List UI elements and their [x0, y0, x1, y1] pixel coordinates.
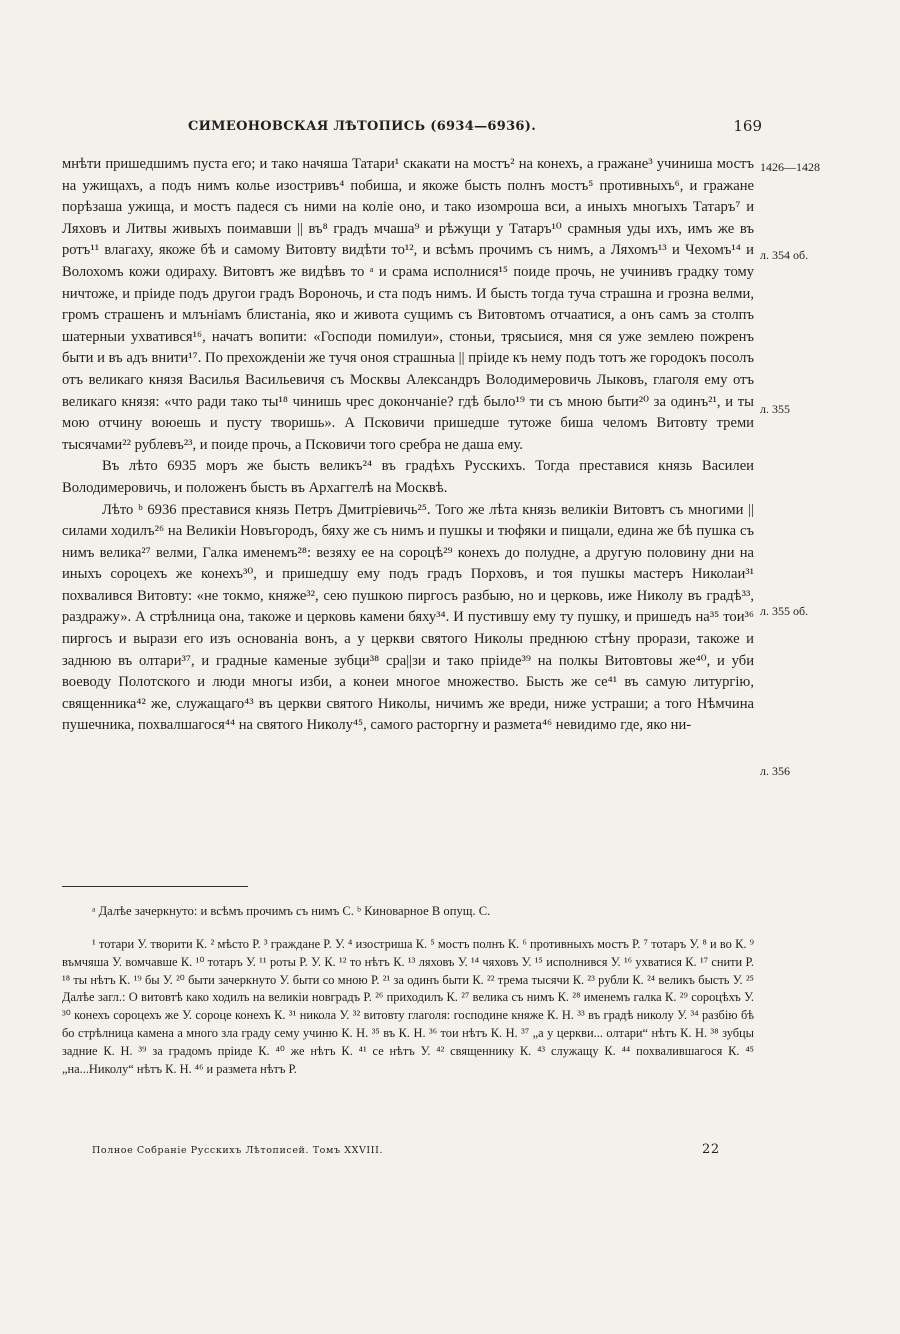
series-title: Полное Собранiе Русскихъ Лѣтописей. Томъ XXVIII.	[92, 1145, 384, 1156]
paragraph: Въ лѣто 6935 моръ же бысть великъ²⁴ въ градѣхъ Русскихъ. Тогда преставися князь Василеи Володимеровичь, и положенъ бысть въ Архаггелѣ на Москвѣ.	[62, 458, 754, 496]
page-number: 169	[733, 117, 762, 135]
letter-footnotes: ᵃ Далѣе зачеркнуто: и всѣмъ прочимъ съ нимъ С. ᵇ Киноварное В опущ. С.	[92, 904, 491, 918]
margin-note: л. 356	[760, 764, 790, 778]
margin-note: л. 354 об.	[760, 248, 809, 262]
running-title: СИМЕОНОВСКАЯ ЛѢТОПИСЬ (6934—6936).	[187, 119, 537, 134]
page-header	[62, 119, 762, 139]
paragraph: Лѣто ᵇ 6936 преставися князь Петръ Дмитрiевичь²⁵. Того же лѣта князь великiи Витовтъ съ многими || силами ходилъ²⁶ на Великiи Новъгородъ, бяху же съ нимъ и пушкы и тюфяки и пищали, едина же бѣ пушка съ нимъ велика²⁷ велми, Галка именемъ²⁸: везяху ее на сороцѣ²⁹ конехъ до полудне, а другую половину дни на иныхъ сороцехъ же конехъ³⁰, и пришедшу ему подъ градъ Порховъ, и тоя пушкы мастеръ Николаи³¹ похвалився Витовту: «не токмо, княже³², сею пушкою пиргосъ разбыю, но и церковь, иже Николу въ градѣ³³, раздражу». А стрѣлница она, такоже и церковь камени бяху³⁴. И пустившу ему ту пушку, и пришедъ на³⁵ тои³⁶ пиргосъ и вырази его изъ основанiа вонъ, а у церкви святого Николы преднюю стѣну прорази, такоже и заднюю въ олтари³⁷, и градные каменые зубци³⁸ сра||зи и тако прiиде³⁹ на полкы Витовтовы же⁴⁰, и уби воеводу Полотского и люди многы изби, а конеи многое множество. Бысть же се⁴¹ въ самую литургiю, священника⁴² же, служащаго⁴³ въ церкви святого Николы, ничимъ же вреди, ниже устраши; а того Нѣмчина пушечника, похвалшагося⁴⁴ на святого Николу⁴⁵, самого расторгну и размета⁴⁶ невидимо где, яко ни-	[62, 501, 754, 734]
variant-footnotes: ¹ тотари У. творити К. ² мѣсто Р. ³ граждане Р. У. ⁴ изостриша К. ⁵ мостъ полнъ К. ⁶ противныхъ мостъ Р. ⁷ тотаръ У. ⁸ и во К. ⁹ въмчяша У. вомчавше К. ¹⁰ тотаръ У. ¹¹ роты Р. У. К. ¹² то нѣтъ К. ¹³ ляховъ У. ¹⁴ чяховъ У. ¹⁵ исполнився У. ¹⁶ ухватися К. ¹⁷ снити Р. ¹⁸ ты нѣтъ К. ¹⁹ бы У. ²⁰ быти зачеркнуто У. быти со мною Р. ²¹ за одинъ быти К. ²² трема тысячи К. ²³ рубли К. ²⁴ великъ бысть У. ²⁵ Далѣе загл.: О витовтѣ како ходилъ на великiи новградъ Р. ²⁶ приходилъ К. ²⁷ велика съ нимъ К. ²⁸ именемъ галка К. ²⁹ сороцѣхъ У. ³⁰ конехъ сороцехъ же У. сороце конехъ К. ³¹ никола У. ³² витовту глаголя: господине княже К. Н. ³³ въ градѣ николу У. ³⁴ разбiю бѣ бо стрѣлница камена а много зла граду сему учиню К. Н. ³⁵ въ К. Н. ³⁶ тои нѣтъ К. Н. ³⁷ „а у церкви... олтари“ нѣтъ К. Н. ³⁸ зубцы задние К. Н. ³⁹ за градомъ прiиде К. ⁴⁰ же нѣтъ К. ⁴¹ се нѣтъ У. ⁴² священнику К. ⁴³ служащу К. ⁴⁴ похвалившагося К. ⁴⁵ „на...Николу“ нѣтъ К. Н. ⁴⁶ и размета нѣтъ Р.	[62, 937, 754, 1076]
footnote-rule	[62, 886, 248, 887]
page-footer	[92, 1142, 732, 1163]
margin-note: 1426—1428	[760, 160, 820, 174]
margin-note: л. 355	[760, 402, 790, 416]
paragraph: мнѣти пришедшимъ пуста его; и тако начяша Татари¹ скакати на мостъ² на конехъ, а гражане³ учиниша мостъ на ужищахъ, а подъ нимъ колье изостривъ⁴ побиша, и якоже бысть полнъ мостъ⁵ противныхъ⁶, и гражане порѣзаша ужища, и мостъ падеся съ ними на колiе оно, и тако изомроша вси, а иныхъ многыхъ Татаръ⁷ и Ляховъ и Литвы живыхъ поимавши || въ⁸ градъ мчаша⁹ и рѣжущи у Татаръ¹⁰ срамныя уды ихъ, имъ же въ ротъ¹¹ влагаху, якоже бѣ и самому Витовту видѣти то¹², и всѣмъ прочимъ съ нимъ, а Ляхомъ¹³ и Чехомъ¹⁴ и Волохомъ кожи одираху. Витовтъ же видѣвъ то ᵃ и срама исполнися¹⁵ поиде прочь, не учинивъ градку тому ничтоже, и прiиде подъ другои градъ Вороночь, и ста подъ нимъ. И бысть тогда туча страшна и грозна велми, громъ страшенъ и млънiамъ блистанiа, яко и живота сущимъ съ Витовтомъ отчаатися, а онъ самъ за столпъ шатерныи ухватився¹⁶, начатъ вопити: «Господи помилуи», стоньи, трясыися, мня ся уже землею пожренъ быти и въ адъ внити¹⁷. По прехожденiи же тучя оноя страшныа || прiиде къ нему подъ тотъ же городокъ посолъ отъ великаго князя Василья Васильевичя съ Москвы Александръ Володимеровичь Лыковъ, глаголя ему отъ великаго князя: «что ради тако ты¹⁸ чинишь чрес докончанiе? гдѣ было¹⁹ ти съ мною быти²⁰ за одинъ²¹, и ты мою отчину воюешь и пусту творишь». А Псковичи пришедше тутоже биша челомъ Витовту треми тысячами²² рублевъ²³, и поиде прочь, а Псковичи того сребра не даша ему.	[62, 156, 754, 453]
main-text	[62, 154, 754, 737]
signature-mark: 22	[702, 1142, 720, 1157]
margin-note: л. 355 об.	[760, 604, 809, 618]
